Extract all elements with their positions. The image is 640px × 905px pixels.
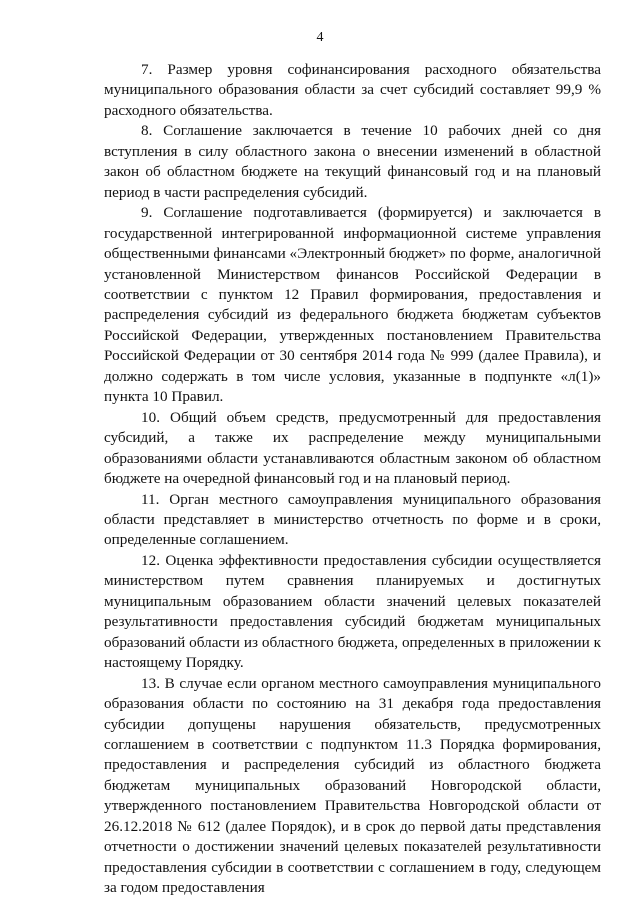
paragraph-11: 11. Орган местного самоуправления муниципального образования области представляет в министерство отчетность по форме и в сроки, определенные соглашением. bbox=[104, 490, 601, 549]
document-body bbox=[104, 60, 601, 899]
paragraph-12: 12. Оценка эффективности предоставления субсидии осуществляется министерством путем сравнения планируемых и достигнутых муниципальным образованием области значений целевых показателей результативности предоставления субсидий бюджетам муниципальных образований области из областного бюджета, определенных в приложении к настоящему Порядку. bbox=[104, 551, 601, 672]
paragraph-13: 13. В случае если органом местного самоуправления муниципального образования области по состоянию на 31 декабря года предоставления субсидии допущены нарушения обязательств, предусмотренных соглашением в соответствии с подпунктом 11.3 Порядка формирования, предоставления и распределения субсидий из областного бюджета бюджетам муниципальных образований Новгородской области, утвержденного постановлением Правительства Новгородской области от 26.12.2018 № 612 (далее Порядок), и в срок до первой даты представления отчетности о достижении значений целевых показателей результативности предоставления субсидии в соответствии с соглашением в году, следующем за годом предоставления bbox=[104, 674, 601, 897]
paragraph-9: 9. Соглашение подготавливается (формируется) и заключается в государственной интегрированной информационной системе управления общественными финансами «Электронный бюджет» по форме, аналогичной установленной Министерством финансов Российской Федерации в соответствии с пунктом 12 Правил формирования, предоставления и распределения субсидий из федерального бюджета бюджетам субъектов Российской Федерации, утвержденных постановлением Правительства Российской Федерации от 30 сентября 2014 года № 999 (далее Правила), и должно содержать в том числе условия, указанные в подпункте «л(1)» пункта 10 Правил. bbox=[104, 204, 601, 406]
paragraph-10: 10. Общий объем средств, предусмотренный для предоставления субсидий, а также их распределение между муниципальными образованиями области устанавливаются областным законом об областном бюджете на очередной финансовый год и на плановый период. bbox=[104, 408, 601, 488]
paragraph-7: 7. Размер уровня софинансирования расходного обязательства муниципального образования области за счет субсидий составляет 99,9 % расходного обязательства. bbox=[104, 61, 601, 119]
paragraph-8: 8. Соглашение заключается в течение 10 рабочих дней со дня вступления в силу областного закона о внесении изменений в областной закон об областном бюджете на текущий финансовый год и на плановый период в части распределения субсидий. bbox=[104, 122, 601, 201]
page-number: 4 bbox=[316, 30, 324, 45]
